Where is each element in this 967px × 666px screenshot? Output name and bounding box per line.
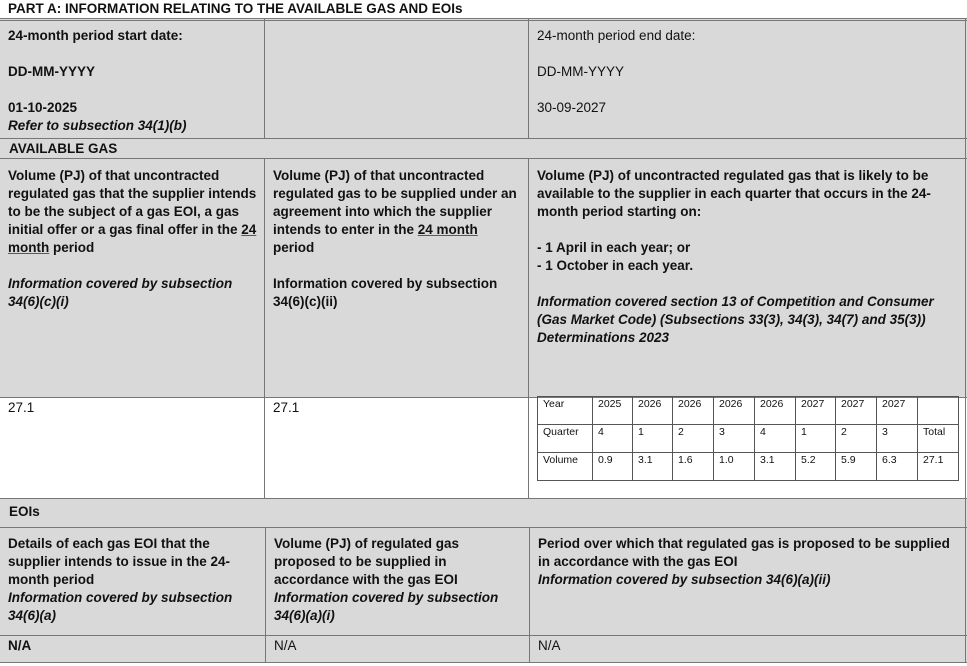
quarter-cell: 2 <box>673 425 714 453</box>
eoi-col2-description: Volume (PJ) of regulated gas proposed to be supplied in accordance with the gas EOI <box>274 536 460 587</box>
year-cell: 2026 <box>714 397 755 425</box>
rule <box>0 527 967 528</box>
col2-description-end: period <box>273 240 315 255</box>
quarter-cell: 3 <box>714 425 755 453</box>
eoi-col2-info: Information covered by subsection 34(6)(a)(i) <box>274 590 499 623</box>
year-cell: 2026 <box>633 397 673 425</box>
year-cell: 2027 <box>796 397 836 425</box>
eoi-col2-value: N/A <box>274 638 297 653</box>
eoi-details-header <box>0 529 265 625</box>
col1-description-end: period <box>49 240 95 255</box>
eois-heading: EOIs <box>9 504 40 519</box>
eoi-col1-value: N/A <box>8 638 32 653</box>
quarter-cell: 3 <box>877 425 918 453</box>
total-volume-cell: 27.1 <box>918 453 959 481</box>
eoi-col3-value: N/A <box>538 638 561 653</box>
row-label: Volume <box>538 453 593 481</box>
col3-info: Information covered section 13 of Competition and Consumer (Gas Market Code) (Subsections 33(3), 34(3), 34(7) and 35(3)) Determinations 2023 <box>537 294 934 345</box>
eoi-period-header <box>530 529 965 589</box>
year-row <box>538 397 959 425</box>
col3-description: Volume (PJ) of uncontracted regulated gas that is likely to be available to the supplier in each quarter that occurs in the 24-month period starting on: <box>537 168 931 219</box>
volume-cell: 5.2 <box>796 453 836 481</box>
start-label: 24-month period start date: <box>8 28 183 43</box>
eoi-col3-info: Information covered by subsection 34(6)(a)(ii) <box>538 572 831 587</box>
year-cell: 2027 <box>877 397 918 425</box>
start-reference: Refer to subsection 34(1)(b) <box>8 118 187 133</box>
eoi-col3-description: Period over which that regulated gas is proposed to be supplied in accordance with the gas EOI <box>538 536 950 569</box>
page-title: PART A: INFORMATION RELATING TO THE AVAILABLE GAS AND EOIs <box>8 1 463 16</box>
col1-description: Volume (PJ) of that uncontracted regulated gas that the supplier intends to be the subject of a gas EOI, a gas initial offer or a gas final offer in the <box>8 168 257 237</box>
end-format: DD-MM-YYYY <box>537 64 624 79</box>
quarter-cell: 1 <box>633 425 673 453</box>
rule <box>0 158 967 159</box>
volume-cell: 6.3 <box>877 453 918 481</box>
eoi-volume-header <box>266 529 529 625</box>
rule <box>965 19 966 663</box>
row-label: Quarter <box>538 425 593 453</box>
available-gas-heading-bg <box>0 139 967 159</box>
period-end-cell <box>529 21 965 117</box>
rule <box>0 18 967 19</box>
year-cell: 2026 <box>673 397 714 425</box>
rule <box>0 138 967 139</box>
uncontracted-eoi-volume-header <box>0 161 264 311</box>
eois-heading-bg <box>0 499 967 527</box>
quarter-cell: 4 <box>755 425 796 453</box>
start-format: DD-MM-YYYY <box>8 64 95 79</box>
col2-description: Volume (PJ) of that uncontracted regulated gas to be supplied under an agreement into which the supplier intends to enter in the <box>273 168 517 237</box>
rule <box>0 498 967 499</box>
end-value: 30-09-2027 <box>537 100 607 115</box>
volume-cell: 1.6 <box>673 453 714 481</box>
eoi-col1-info: Information covered by subsection 34(6)(a) <box>8 590 233 623</box>
period-link: 24 month <box>417 222 478 237</box>
quarter-volume-table <box>537 396 959 481</box>
quarter-cell: 4 <box>593 425 633 453</box>
eoi-col1-description: Details of each gas EOI that the supplier intends to issue in the 24-month period <box>8 536 231 587</box>
quarter-row <box>538 425 959 453</box>
col1-value: 27.1 <box>8 400 35 415</box>
total-label: Total <box>918 425 959 453</box>
quarter-cell: 2 <box>836 425 877 453</box>
volume-row <box>538 453 959 481</box>
rule <box>264 19 265 139</box>
volume-cell: 3.1 <box>755 453 796 481</box>
year-cell: 2027 <box>836 397 877 425</box>
period-link: 24 month <box>8 222 257 255</box>
quarter-cell: 1 <box>796 425 836 453</box>
period-start-cell <box>0 21 264 135</box>
available-gas-heading: AVAILABLE GAS <box>9 141 118 156</box>
year-cell: 2025 <box>593 397 633 425</box>
year-cell: 2026 <box>755 397 796 425</box>
volume-cell: 0.9 <box>593 453 633 481</box>
volume-cell: 5.9 <box>836 453 877 481</box>
year-cell <box>918 397 959 425</box>
col1-info: Information covered by subsection 34(6)(c)(i) <box>8 276 233 309</box>
volume-cell: 3.1 <box>633 453 673 481</box>
bullet-october: - 1 October in each year. <box>537 258 694 273</box>
col2-info: Information covered by subsection 34(6)(c)(ii) <box>273 276 498 309</box>
col2-value: 27.1 <box>273 400 300 415</box>
start-value: 01-10-2025 <box>8 100 78 115</box>
row-label: Year <box>538 397 593 425</box>
uncontracted-agreement-volume-header <box>265 161 528 311</box>
rule <box>0 662 967 663</box>
end-label: 24-month period end date: <box>537 28 696 43</box>
bullet-april: - 1 April in each year; or <box>537 240 691 255</box>
volume-cell: 1.0 <box>714 453 755 481</box>
quarterly-volume-header <box>529 161 965 347</box>
